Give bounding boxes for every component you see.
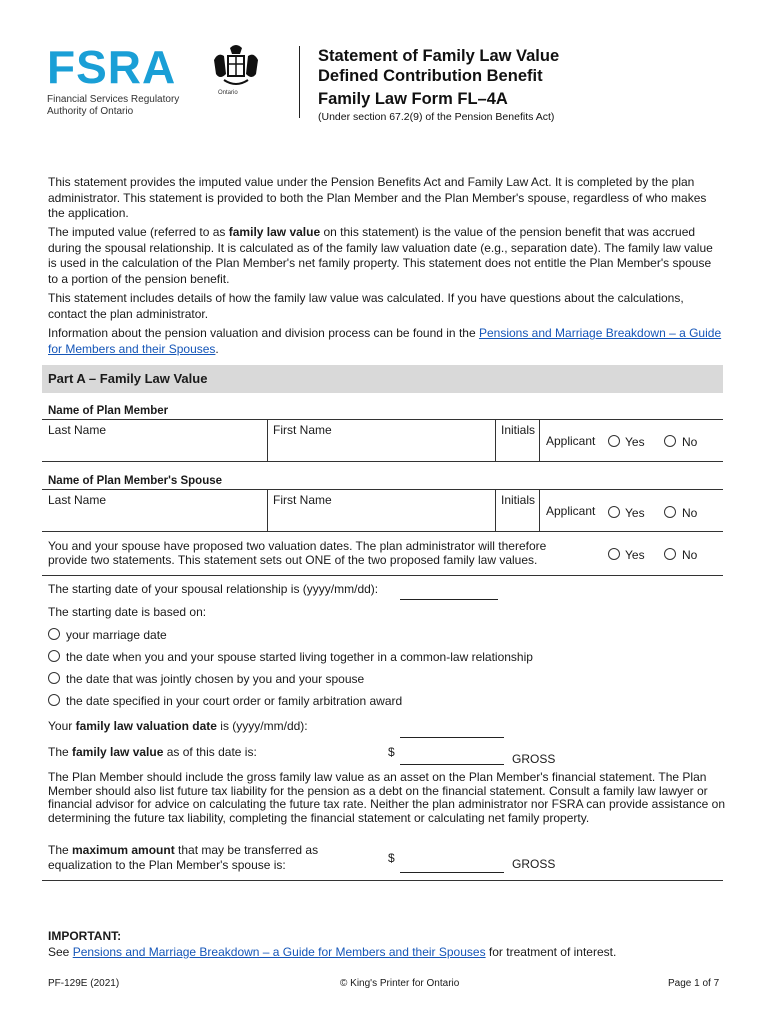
yes-label: Yes xyxy=(625,435,645,449)
fsra-logo-subtitle: Financial Services Regulatory Authority of Ontario xyxy=(47,94,180,117)
spouse-last-name-label: Last Name xyxy=(48,493,107,507)
no-label: No xyxy=(682,435,698,449)
spouse-heading: Name of Plan Member's Spouse xyxy=(48,475,223,487)
part-a-header: Part A – Family Law Value xyxy=(42,365,723,393)
important-heading: IMPORTANT: xyxy=(48,929,122,943)
option-jointly-chosen-label: the date that was jointly chosen by you and your spouse xyxy=(66,672,365,686)
fsra-logo: FSRA xyxy=(47,41,177,93)
important-note: See Pensions and Marriage Breakdown – a Guide for Members and their Spouses for treatment of interest. xyxy=(48,945,617,959)
yes-label: Yes xyxy=(625,506,645,520)
divider xyxy=(495,489,496,531)
divider xyxy=(267,419,268,461)
maximum-amount-field[interactable] xyxy=(400,857,504,873)
crest-label: Ontario xyxy=(218,90,238,96)
guide-link-bottom[interactable]: Pensions and Marriage Breakdown – a Guide for Members and their Spouses xyxy=(72,945,486,959)
valuation-date-field[interactable] xyxy=(400,722,504,738)
family-law-value-field[interactable] xyxy=(400,749,504,765)
spouse-first-name-label: First Name xyxy=(273,493,332,507)
two-dates-yes-radio[interactable] xyxy=(608,548,620,560)
spouse-initials-label: Initials xyxy=(501,493,536,507)
option-marriage-label: your marriage date xyxy=(66,628,167,642)
intro-paragraph-3: This statement includes details of how the family law value was calculated. If you have questions about the calculations, contact the plan administrator. xyxy=(48,291,684,321)
option-marriage-radio[interactable] xyxy=(48,628,60,640)
no-label: No xyxy=(682,548,698,562)
form-title: Statement of Family Law Value Defined Contribution Benefit xyxy=(318,47,560,85)
divider xyxy=(42,419,723,420)
divider xyxy=(539,419,540,461)
header-divider xyxy=(299,46,300,118)
valuation-date-label: Your family law valuation date is (yyyy/mm/dd): xyxy=(48,719,308,733)
spouse-applicant-no-radio[interactable] xyxy=(664,506,676,518)
form-id: PF-129E (2021) xyxy=(48,978,120,989)
divider xyxy=(42,489,723,490)
form-subtitle: Family Law Form FL–4A xyxy=(318,90,508,108)
option-common-law-label: the date when you and your spouse started living together in a common-law relationship xyxy=(66,650,533,664)
two-dates-no-radio[interactable] xyxy=(664,548,676,560)
intro-paragraph-4: Information about the pension valuation and division process can be found in the Pensions and Marriage Breakdown – a Guide for Members and their Spouses. xyxy=(48,326,722,356)
option-jointly-chosen-radio[interactable] xyxy=(48,672,60,684)
family-law-value-label: The family law value as of this date is: xyxy=(48,745,257,759)
option-court-order-label: the date specified in your court order or family arbitration award xyxy=(66,694,403,708)
member-first-name-label: First Name xyxy=(273,423,332,437)
maximum-amount-label: The maximum amount that may be transferred as equalization to the Plan Member's spouse is: xyxy=(48,843,319,872)
start-date-label: The starting date of your spousal relationship is (yyyy/mm/dd): xyxy=(48,582,379,596)
member-applicant-yes-radio[interactable] xyxy=(608,435,620,447)
start-date-field[interactable] xyxy=(400,584,498,600)
member-applicant-label: Applicant xyxy=(546,434,596,448)
intro-paragraph-1: This statement provides the imputed value under the Pension Benefits Act and Family Law Act. It is completed by the plan administrator. This statement is provided to both the Plan Member and the Plan Member's spouse, regardless of who makes the application. xyxy=(48,175,707,220)
divider xyxy=(495,419,496,461)
two-dates-statement: You and your spouse have proposed two valuation dates. The plan administrator will therefore provide two statements. This statement sets out ONE of the two proposed family law values. xyxy=(48,539,547,567)
gross-label: GROSS xyxy=(512,752,556,766)
member-last-name-label: Last Name xyxy=(48,423,107,437)
divider xyxy=(267,489,268,531)
copyright: © King's Printer for Ontario xyxy=(340,978,460,989)
ontario-crest-icon xyxy=(210,44,262,94)
member-applicant-no-radio[interactable] xyxy=(664,435,676,447)
guide-link[interactable]: Pensions and Marriage Breakdown – a Guide for Members and their Spouses xyxy=(48,326,722,356)
page-number: Page 1 of 7 xyxy=(668,978,720,989)
divider xyxy=(42,880,723,881)
option-court-order-radio[interactable] xyxy=(48,694,60,706)
divider xyxy=(42,461,723,462)
statutory-reference: (Under section 67.2(9) of the Pension Benefits Act) xyxy=(318,111,555,123)
divider xyxy=(42,531,723,532)
based-on-label: The starting date is based on: xyxy=(48,605,207,619)
divider xyxy=(539,489,540,531)
spouse-applicant-yes-radio[interactable] xyxy=(608,506,620,518)
divider xyxy=(42,575,723,576)
spouse-applicant-label: Applicant xyxy=(546,504,596,518)
yes-label: Yes xyxy=(625,548,645,562)
plan-member-heading: Name of Plan Member xyxy=(48,405,169,417)
member-initials-label: Initials xyxy=(501,423,536,437)
option-common-law-radio[interactable] xyxy=(48,650,60,662)
gross-label: GROSS xyxy=(512,857,556,871)
plan-member-note: The Plan Member should include the gross family law value as an asset on the Plan Member's financial statement. The Plan Member should also list future tax liability for the pension as a debt on the financial statement. Consult a family law lawyer or financial advisor for advice on calculating the future tax rate. Neither the plan administrator nor FSRA can provide assistance on determining the future tax liability, completing the financial statement or calculating net family property. xyxy=(48,770,726,825)
dollar-sign: $ xyxy=(388,851,395,865)
no-label: No xyxy=(682,506,698,520)
intro-paragraph-2: The imputed value (referred to as family law value on this statement) is the value of the pension benefit that was accrued during the spousal relationship. It is calculated as of the family law valuation date (e.g., separation date). The family law value is used in the calculation of the Plan Member's net family property. This statement does not entitle the Plan Member's spouse to a portion of the pension benefit. xyxy=(48,225,713,286)
dollar-sign: $ xyxy=(388,745,395,759)
